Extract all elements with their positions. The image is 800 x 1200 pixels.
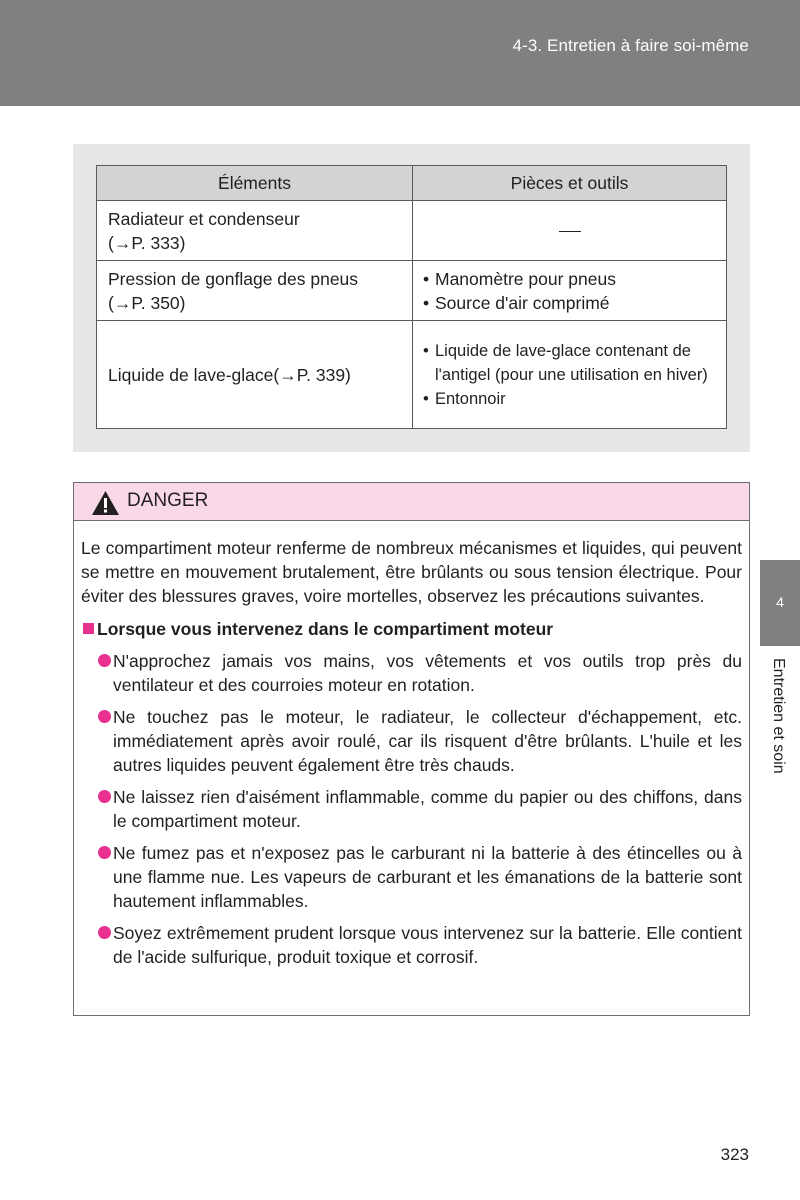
danger-label: DANGER — [127, 490, 209, 511]
item-name: Radiateur et condenseur — [108, 208, 300, 229]
tools-cell — [413, 201, 727, 261]
list-item — [81, 785, 742, 833]
danger-list — [81, 649, 742, 969]
column-header-items: Éléments — [97, 166, 413, 201]
item-reference: (→P. 350) — [108, 292, 186, 313]
list-item: • Manomètre pour pneus — [423, 268, 616, 289]
bullet-text: N'approchez jamais vos mains, vos vêtements et vos outils trop près du ventilateur et des courroies moteur en rotation. — [113, 651, 742, 695]
item-cell — [97, 261, 413, 321]
chapter-label: Entretien et soin — [770, 658, 787, 774]
bullet-dot-icon — [98, 790, 111, 803]
item-name: Pression de gonflage des pneus — [108, 268, 359, 289]
tool-text: Source d'air comprimé — [435, 292, 610, 313]
section-title: 4-3. Entretien à faire soi-même — [512, 36, 749, 55]
bullet-text: Ne fumez pas et n'exposez pas le carburant ni la batterie à des étincelles ou à une flamme nue. Les vapeurs de carburant et les émanations de la batterie sont hautement inflammables. — [113, 843, 742, 911]
bullet-dot-icon — [98, 846, 111, 859]
bullet-dot-icon — [98, 926, 111, 939]
column-header-tools: Pièces et outils — [413, 166, 727, 201]
list-item: • Liquide de lave-glace contenant de l'antigel (pour une utilisation en hiver) — [423, 341, 708, 384]
list-item — [81, 705, 742, 777]
tool-text: Entonnoir — [435, 389, 506, 408]
chapter-number: 4 — [776, 594, 784, 610]
danger-intro: Le compartiment moteur renferme de nombreux mécanismes et liquides, qui peuvent se mettre en mouvement brutalement, être brûlants ou sous tension électrique. Pour éviter des blessures graves, voire mortelles, observez les précautions suivantes. — [81, 538, 742, 606]
tools-cell — [413, 321, 727, 429]
bullet-text: Ne touchez pas le moteur, le radiateur, le collecteur d'échappement, etc. immédiatement après avoir roulé, car ils risquent d'être brûlants. L'huile et les autres liquides peuvent également être très chauds. — [113, 707, 742, 775]
danger-header — [74, 483, 749, 521]
bullet-text: Ne laissez rien d'aisément inflammable, comme du papier ou des chiffons, dans le compartiment moteur. — [113, 787, 742, 831]
item-cell — [97, 201, 413, 261]
table-header-row — [97, 166, 727, 201]
item-cell — [97, 321, 413, 429]
tools-table-panel — [73, 144, 750, 452]
bullet-dot-icon — [98, 710, 111, 723]
warning-triangle-icon — [91, 490, 120, 516]
danger-subheading — [81, 617, 742, 641]
table-row — [97, 321, 727, 429]
item-reference: (→P. 333) — [108, 232, 186, 253]
item-name: Liquide de lave-glace(→P. 339) — [108, 364, 351, 385]
chapter-tab — [760, 560, 800, 646]
subheading-text: Lorsque vous intervenez dans le compartiment moteur — [97, 619, 554, 639]
page-number: 323 — [720, 1145, 749, 1164]
danger-body — [81, 536, 742, 977]
list-item — [81, 841, 742, 913]
bullet-dot-icon — [98, 654, 111, 667]
tool-text: Manomètre pour pneus — [435, 268, 616, 289]
tools-table — [96, 165, 727, 429]
list-item — [81, 649, 742, 697]
table-row — [97, 201, 727, 261]
table-row — [97, 261, 727, 321]
bullet-text: Soyez extrêmement prudent lorsque vous intervenez sur la batterie. Elle contient de l'acide sulfurique, produit toxique et corrosif. — [113, 923, 742, 967]
list-item: • Source d'air comprimé — [423, 292, 610, 313]
danger-box — [73, 482, 750, 1016]
page-header — [0, 0, 800, 106]
square-bullet-icon — [83, 623, 94, 634]
tool-text: Liquide de lave-glace contenant de l'antigel (pour une utilisation en hiver) — [435, 341, 708, 384]
tools-cell — [413, 261, 727, 321]
list-item — [81, 921, 742, 969]
empty-dash — [559, 231, 581, 232]
list-item: • Entonnoir — [423, 389, 506, 408]
